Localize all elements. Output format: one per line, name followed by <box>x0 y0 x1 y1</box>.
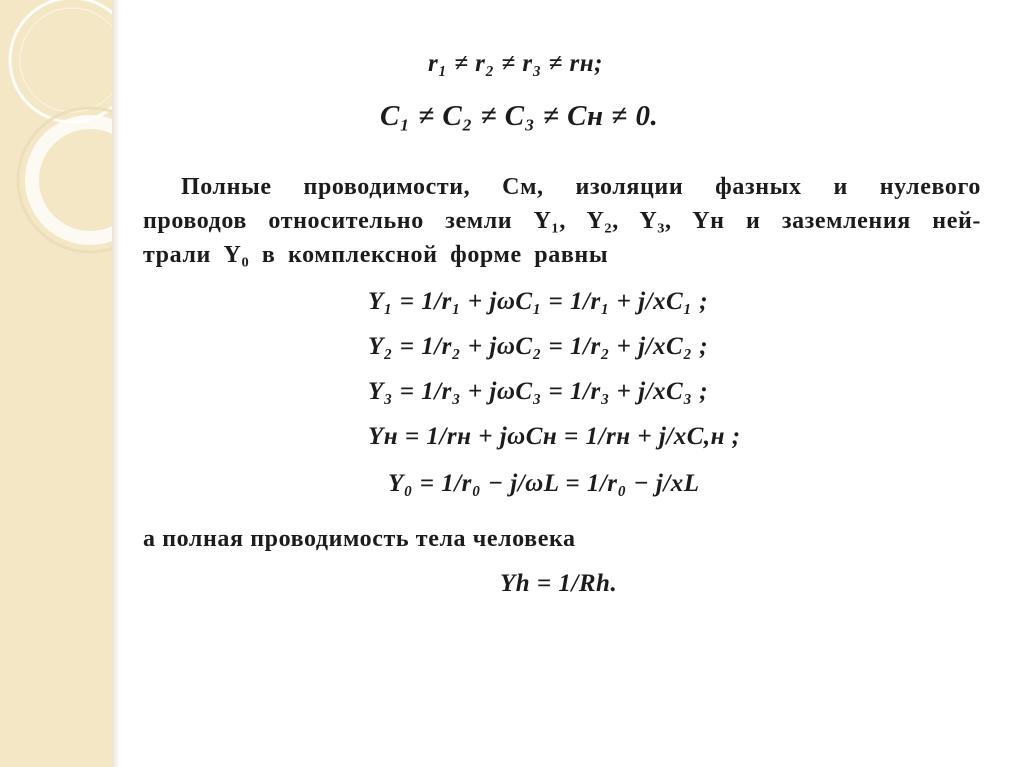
admittance-formula-grounding: Y₀ = 1/r₀ − j/ωL = 1/r₀ − j/xL <box>388 470 700 497</box>
human-body-admittance: Yh = 1/Rh. <box>500 570 618 597</box>
paragraph <box>143 170 981 272</box>
admittance-formula-neutral: Yн = 1/rн + jωCн = 1/rн + j/xC,н ; <box>368 423 741 450</box>
admittance-formula-3: Y₃ = 1/r₃ + jωC₃ = 1/r₃ + j/xC₃ ; <box>368 378 709 405</box>
paragraph-line: проводов относительно земли Y₁, Y₂, Y₃, Yн и заземления ней- <box>143 208 981 234</box>
body-sentence: а полная проводимость тела человека <box>143 526 576 552</box>
paragraph-line: Полные проводимости, См, изоляции фазных и нулевого <box>181 174 981 200</box>
resistance-inequality: r₁ ≠ r₂ ≠ r₃ ≠ rн; <box>428 50 603 77</box>
capacitance-inequality: C₁ ≠ C₂ ≠ C₃ ≠ Cн ≠ 0. <box>380 100 659 132</box>
admittance-formula-2: Y₂ = 1/r₂ + jωC₂ = 1/r₂ + j/xC₂ ; <box>368 333 709 360</box>
paragraph-line: трали Y₀ в комплексной форме равны <box>143 242 609 268</box>
admittance-formula-1: Y₁ = 1/r₁ + jωC₁ = 1/r₁ + j/xC₁ ; <box>368 288 709 315</box>
